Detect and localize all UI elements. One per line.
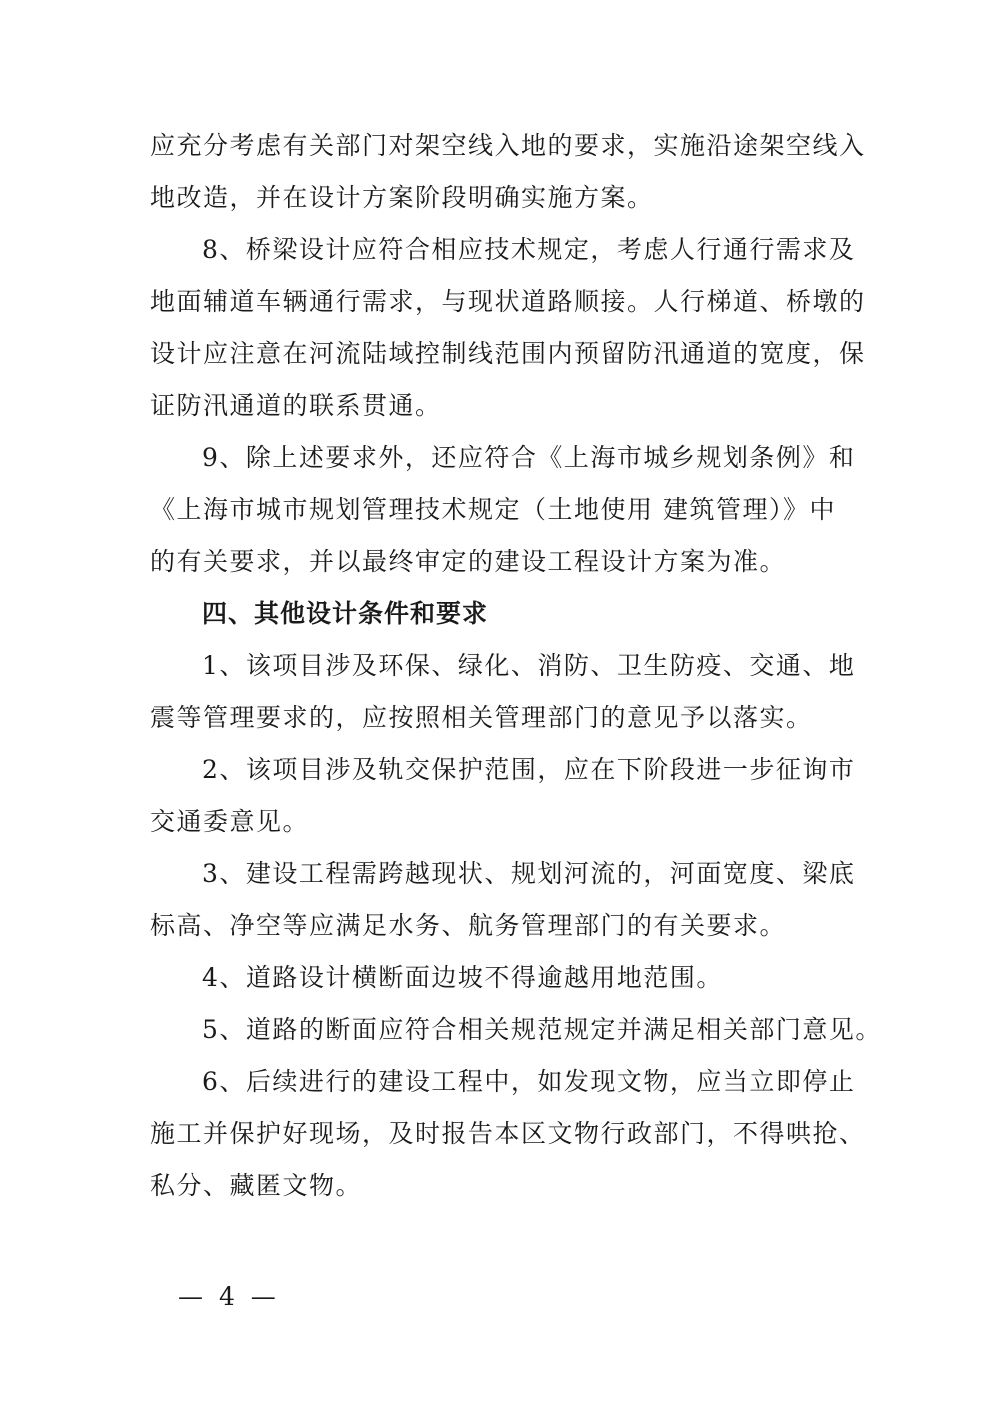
paragraph-line: 证防汛通道的联系贯通。 bbox=[150, 391, 442, 420]
paragraph-line: 4、道路设计横断面边坡不得逾越用地范围。 bbox=[202, 963, 723, 992]
paragraph-line: 8、桥梁设计应符合相应技术规定，考虑人行通行需求及 bbox=[202, 235, 856, 264]
paragraph-line: 《上海市城市规划管理技术规定（土地使用 建筑管理）》中 bbox=[150, 495, 836, 524]
paragraph-line: 交通委意见。 bbox=[150, 807, 310, 836]
paragraph-line: 标高、净空等应满足水务、航务管理部门的有关要求。 bbox=[150, 911, 787, 940]
paragraph-line: 施工并保护好现场，及时报告本区文物行政部门，不得哄抢、 bbox=[150, 1119, 866, 1148]
paragraph-line: 震等管理要求的，应按照相关管理部门的意见予以落实。 bbox=[150, 703, 813, 732]
paragraph-line: 2、该项目涉及轨交保护范围，应在下阶段进一步征询市 bbox=[202, 755, 856, 784]
paragraph-line: 9、除上述要求外，还应符合《上海市城乡规划条例》和 bbox=[202, 443, 856, 472]
paragraph-line: 6、后续进行的建设工程中，如发现文物，应当立即停止 bbox=[202, 1067, 856, 1096]
paragraph-line: 应充分考虑有关部门对架空线入地的要求，实施沿途架空线入 bbox=[150, 131, 866, 160]
paragraph-line: 地面辅道车辆通行需求，与现状道路顺接。人行梯道、桥墩的 bbox=[150, 287, 866, 316]
section-heading: 四、其他设计条件和要求 bbox=[202, 599, 489, 628]
paragraph-line: 设计应注意在河流陆域控制线范围内预留防汛通道的宽度，保 bbox=[150, 339, 866, 368]
paragraph-line: 5、道路的断面应符合相关规范规定并满足相关部门意见。 bbox=[202, 1015, 882, 1044]
paragraph-line: 3、建设工程需跨越现状、规划河流的，河面宽度、梁底 bbox=[202, 859, 856, 888]
paragraph-line: 1、该项目涉及环保、绿化、消防、卫生防疫、交通、地 bbox=[202, 651, 856, 680]
paragraph-line: 私分、藏匿文物。 bbox=[150, 1171, 363, 1200]
document-body bbox=[150, 120, 882, 1212]
page-number: — 4 — bbox=[178, 1282, 280, 1311]
paragraph-line: 地改造，并在设计方案阶段明确实施方案。 bbox=[150, 183, 654, 212]
paragraph-line: 的有关要求，并以最终审定的建设工程设计方案为准。 bbox=[150, 547, 787, 576]
